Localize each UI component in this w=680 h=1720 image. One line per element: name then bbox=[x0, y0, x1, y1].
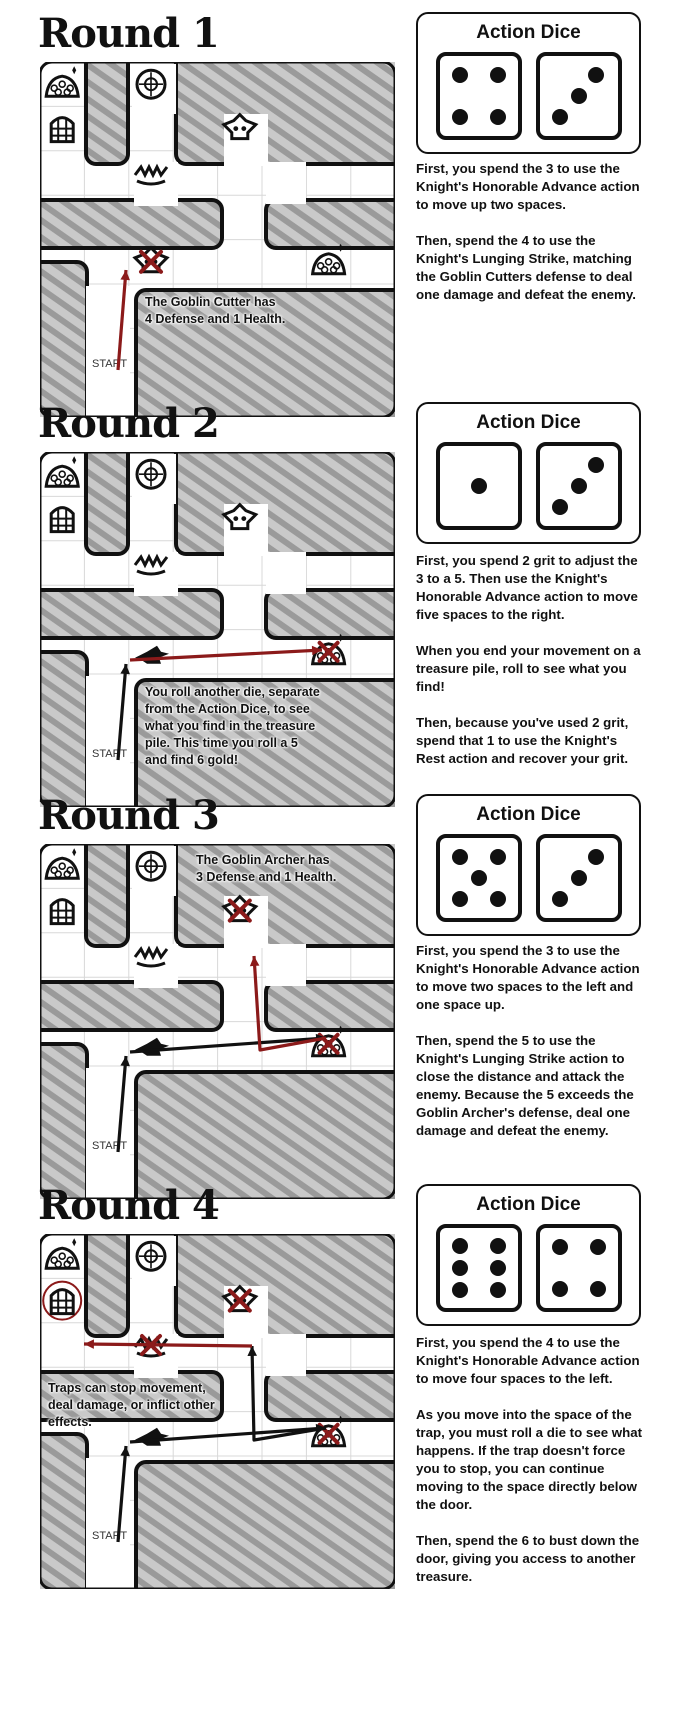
rock-wall bbox=[266, 1372, 395, 1420]
die-right bbox=[536, 442, 622, 530]
die-pip bbox=[490, 849, 506, 865]
rock-wall bbox=[40, 262, 87, 417]
rock-wall bbox=[40, 590, 222, 638]
die-pip bbox=[590, 1239, 606, 1255]
door-icon bbox=[51, 508, 73, 532]
round-1-action-dice bbox=[416, 12, 641, 154]
die-pip bbox=[490, 1260, 506, 1276]
round-4-description bbox=[416, 1334, 648, 1604]
rock-wall bbox=[40, 1434, 87, 1589]
die-left bbox=[436, 834, 522, 922]
round-2-description bbox=[416, 552, 648, 786]
die-pip bbox=[490, 67, 506, 83]
start-label: START bbox=[92, 1140, 128, 1152]
die-pip bbox=[552, 1281, 568, 1297]
die-pip bbox=[571, 478, 587, 494]
die-pip bbox=[490, 1282, 506, 1298]
round-2-title: Round 2 bbox=[38, 400, 219, 447]
round-3-note: The Goblin Archer has 3 Defense and 1 Health. bbox=[196, 853, 337, 884]
round-3-description bbox=[416, 942, 648, 1158]
round-3-title: Round 3 bbox=[38, 792, 219, 839]
round-3-action-dice bbox=[416, 794, 641, 936]
rock-wall bbox=[266, 200, 395, 248]
rock-wall bbox=[86, 1234, 128, 1336]
action-dice-title: Action Dice bbox=[476, 1194, 581, 1215]
die-pip bbox=[471, 478, 487, 494]
round-4-board bbox=[40, 1234, 395, 1589]
die-left bbox=[436, 1224, 522, 1312]
move-arrow bbox=[84, 1344, 252, 1346]
rock-wall bbox=[176, 62, 395, 164]
round-4-title: Round 4 bbox=[38, 1182, 219, 1229]
goblin-archer-icon bbox=[137, 1242, 165, 1270]
rock-wall bbox=[40, 200, 222, 248]
die-pip bbox=[452, 891, 468, 907]
paragraph: First, you spend the 3 to use the Knight's Honorable Advance action to move two spaces to the left and one space up. bbox=[416, 943, 640, 1012]
die-pip bbox=[452, 109, 468, 125]
paragraph: Then, spend the 4 to use the Knight's Lunging Strike, matching the Goblin Cutters defense to deal one damage and defeat the enemy. bbox=[416, 233, 636, 302]
paragraph: Then, spend the 5 to use the Knight's Lunging Strike action to close the distance and attack the enemy. Because the 5 exceeds the Goblin Archer's defense, deal one damage and defeat the enemy. bbox=[416, 1033, 634, 1138]
rock-wall bbox=[86, 844, 128, 946]
die-left bbox=[436, 52, 522, 140]
paragraph: First, you spend the 3 to use the Knight's Honorable Advance action to move up two spaces. bbox=[416, 161, 640, 212]
goblin-archer-icon bbox=[137, 852, 165, 880]
round-1-board bbox=[40, 62, 395, 417]
die-pip bbox=[452, 1260, 468, 1276]
paragraph: When you end your movement on a treasure pile, roll to see what you find! bbox=[416, 643, 641, 694]
die-pip bbox=[552, 891, 568, 907]
die-pip bbox=[552, 1239, 568, 1255]
round-1-description bbox=[416, 160, 648, 322]
round-2-note: You roll another die, separate from the Action Dice, to see what you find in the treasure pile. This time you roll a 5 and find 6 gold! bbox=[145, 685, 320, 767]
die-pip bbox=[552, 499, 568, 515]
round-1-title: Round 1 bbox=[38, 10, 219, 57]
rock-wall bbox=[136, 1462, 395, 1589]
die-pip bbox=[452, 67, 468, 83]
die-pip bbox=[590, 1281, 606, 1297]
door-icon bbox=[51, 900, 73, 924]
goblin-archer-icon bbox=[137, 70, 165, 98]
rock-wall bbox=[86, 62, 128, 164]
action-dice-title: Action Dice bbox=[476, 412, 581, 433]
round-3-board bbox=[40, 844, 395, 1199]
die-pip bbox=[588, 67, 604, 83]
die-pip bbox=[452, 1238, 468, 1254]
die-pip bbox=[552, 109, 568, 125]
die-pip bbox=[571, 88, 587, 104]
die-pip bbox=[490, 891, 506, 907]
die-pip bbox=[588, 849, 604, 865]
rock-wall bbox=[176, 1234, 395, 1336]
die-pip bbox=[571, 870, 587, 886]
paragraph: Then, because you've used 2 grit, spend that 1 to use the Knight's Rest action and recover your grit. bbox=[416, 715, 629, 766]
rock-wall bbox=[266, 590, 395, 638]
door-icon bbox=[51, 118, 73, 142]
die-pip bbox=[490, 109, 506, 125]
start-label: START bbox=[92, 748, 128, 760]
round-2-action-dice bbox=[416, 402, 641, 544]
round-2-board bbox=[40, 452, 395, 807]
rock-wall bbox=[40, 982, 222, 1030]
die-pip bbox=[452, 849, 468, 865]
rock-wall bbox=[86, 452, 128, 554]
round-4-action-dice bbox=[416, 1184, 641, 1326]
action-dice-title: Action Dice bbox=[476, 804, 581, 825]
rock-wall bbox=[40, 1044, 87, 1199]
paragraph: First, you spend the 4 to use the Knight's Honorable Advance action to move four spaces to the left. bbox=[416, 1335, 640, 1386]
rock-wall bbox=[176, 452, 395, 554]
goblin-archer-icon bbox=[137, 460, 165, 488]
start-label: START bbox=[92, 358, 128, 370]
round-4-note: Traps can stop movement, deal damage, or inflict other effects. bbox=[48, 1381, 215, 1429]
die-right bbox=[536, 1224, 622, 1312]
die-pip bbox=[471, 870, 487, 886]
rock-wall bbox=[136, 1072, 395, 1199]
rock-wall bbox=[40, 652, 87, 807]
action-dice-title: Action Dice bbox=[476, 22, 581, 43]
paragraph: Then, spend the 6 to bust down the door, giving you access to another treasure. bbox=[416, 1533, 640, 1584]
die-right bbox=[536, 834, 622, 922]
die-right bbox=[536, 52, 622, 140]
round-1-note: The Goblin Cutter has 4 Defense and 1 Health. bbox=[145, 295, 286, 326]
rock-wall bbox=[266, 982, 395, 1030]
paragraph: As you move into the space of the trap, you must roll a die to see what happens. If the trap doesn't force you to stop, you can continue moving to the space directly below the door. bbox=[416, 1407, 643, 1512]
start-label: START bbox=[92, 1530, 128, 1542]
paragraph: First, you spend 2 grit to adjust the 3 to a 5. Then use the Knight's Honorable Advance action to move five spaces to the right. bbox=[416, 553, 638, 622]
die-left bbox=[436, 442, 522, 530]
die-pip bbox=[588, 457, 604, 473]
die-pip bbox=[452, 1282, 468, 1298]
die-pip bbox=[490, 1238, 506, 1254]
